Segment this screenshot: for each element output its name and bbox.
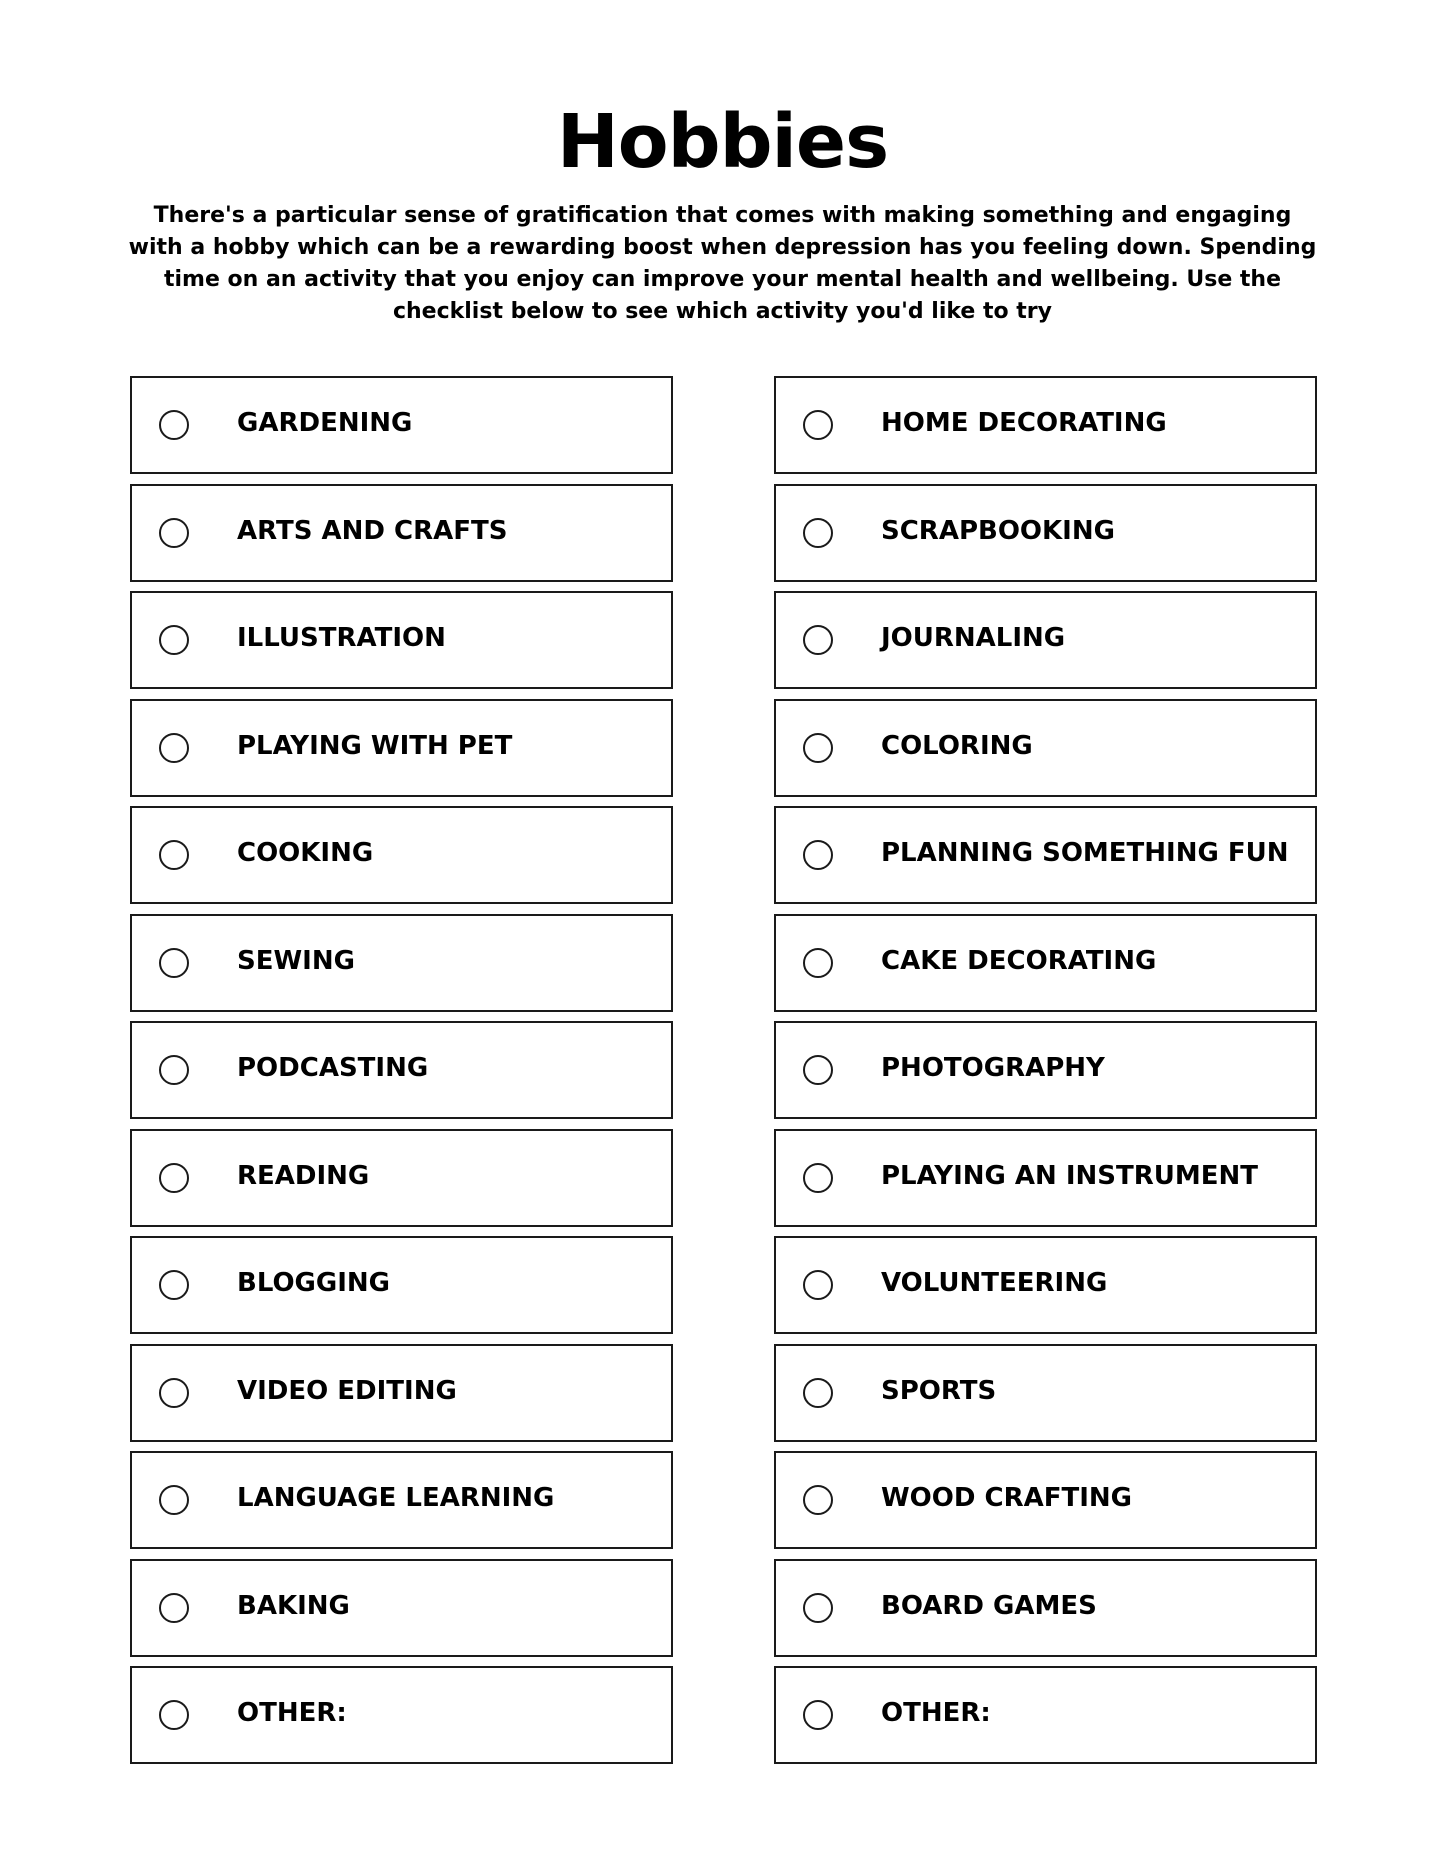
checklist-item-reading[interactable] (130, 1129, 673, 1227)
checklist-item-label: WOOD CRAFTING (881, 1483, 1133, 1513)
checklist-item-photography[interactable] (774, 1021, 1317, 1119)
radio-circle-icon[interactable] (803, 1055, 833, 1085)
checklist-item-other[interactable] (130, 1666, 673, 1764)
radio-circle-icon[interactable] (159, 1593, 189, 1623)
checklist-item-label: JOURNALING (881, 623, 1066, 653)
checklist-item-label: BLOGGING (237, 1268, 391, 1298)
radio-circle-icon[interactable] (803, 1700, 833, 1730)
radio-circle-icon[interactable] (803, 1270, 833, 1300)
checklist-item-label: ILLUSTRATION (237, 623, 446, 653)
radio-circle-icon[interactable] (803, 410, 833, 440)
checklist-item-label: READING (237, 1160, 370, 1191)
checklist-item-baking[interactable] (130, 1559, 673, 1657)
checklist-item-label: OTHER: (881, 1698, 991, 1728)
radio-circle-icon[interactable] (159, 1163, 189, 1193)
checklist-item-label: BOARD GAMES (881, 1590, 1097, 1621)
checklist-item-blogging[interactable] (130, 1236, 673, 1334)
checklist-item-label: VIDEO EDITING (237, 1375, 457, 1406)
checklist-item-illustration[interactable] (130, 591, 673, 689)
checklist-item-label: PLAYING WITH PET (237, 730, 513, 761)
radio-circle-icon[interactable] (803, 1163, 833, 1193)
page-title: Hobbies (556, 99, 889, 185)
checklist-item-planning-something-fun[interactable] (774, 806, 1317, 904)
checklist-item-label: SPORTS (881, 1375, 997, 1406)
checklist-item-label: COOKING (237, 838, 374, 868)
checklist-item-label: VOLUNTEERING (881, 1268, 1108, 1298)
checklist-item-label: COLORING (881, 730, 1033, 761)
checklist-item-board-games[interactable] (774, 1559, 1317, 1657)
intro-text: There's a particular sense of gratification that comes with making something and engaging with a hobby which can be a rewarding boost when depression has you feeling down. Spending time on an activity that you enjoy can improve your mental health and wellbeing. Use the checklist below to see which activity you'd like to try (128, 203, 1317, 324)
radio-circle-icon[interactable] (159, 733, 189, 763)
checklist-item-label: PHOTOGRAPHY (881, 1053, 1105, 1083)
radio-circle-icon[interactable] (159, 410, 189, 440)
checklist-item-other[interactable] (774, 1666, 1317, 1764)
radio-circle-icon[interactable] (159, 1055, 189, 1085)
radio-circle-icon[interactable] (803, 1593, 833, 1623)
checklist-item-label: BAKING (237, 1590, 350, 1621)
checklist-item-podcasting[interactable] (130, 1021, 673, 1119)
checklist-item-label: GARDENING (237, 408, 413, 438)
checklist-item-coloring[interactable] (774, 699, 1317, 797)
hobby-checklist-right (774, 376, 1317, 1774)
checklist-item-playing-with-pet[interactable] (130, 699, 673, 797)
radio-circle-icon[interactable] (803, 625, 833, 655)
checklist-item-label: PODCASTING (237, 1053, 429, 1083)
radio-circle-icon[interactable] (803, 1485, 833, 1515)
radio-circle-icon[interactable] (803, 733, 833, 763)
checklist-item-gardening[interactable] (130, 376, 673, 474)
checklist-item-label: CAKE DECORATING (881, 945, 1157, 976)
radio-circle-icon[interactable] (159, 1378, 189, 1408)
radio-circle-icon[interactable] (159, 1700, 189, 1730)
hobby-checklist-left (130, 376, 673, 1774)
checklist-item-home-decorating[interactable] (774, 376, 1317, 474)
checklist-item-label: PLANNING SOMETHING FUN (881, 838, 1289, 868)
checklist-item-volunteering[interactable] (774, 1236, 1317, 1334)
checklist-item-playing-an-instrument[interactable] (774, 1129, 1317, 1227)
checklist-item-label: SCRAPBOOKING (881, 515, 1115, 546)
checklist-item-journaling[interactable] (774, 591, 1317, 689)
radio-circle-icon[interactable] (803, 840, 833, 870)
radio-circle-icon[interactable] (159, 948, 189, 978)
checklist-item-language-learning[interactable] (130, 1451, 673, 1549)
checklist-item-video-editing[interactable] (130, 1344, 673, 1442)
checklist-item-arts-and-crafts[interactable] (130, 484, 673, 582)
radio-circle-icon[interactable] (159, 1270, 189, 1300)
checklist-item-label: LANGUAGE LEARNING (237, 1483, 555, 1513)
checklist-item-label: OTHER: (237, 1698, 347, 1728)
checklist-item-label: ARTS AND CRAFTS (237, 515, 508, 546)
checklist-item-label: HOME DECORATING (881, 408, 1167, 438)
checklist-item-wood-crafting[interactable] (774, 1451, 1317, 1549)
radio-circle-icon[interactable] (803, 518, 833, 548)
radio-circle-icon[interactable] (159, 518, 189, 548)
radio-circle-icon[interactable] (159, 625, 189, 655)
checklist-item-cooking[interactable] (130, 806, 673, 904)
radio-circle-icon[interactable] (803, 1378, 833, 1408)
checklist-item-scrapbooking[interactable] (774, 484, 1317, 582)
checklist-item-sports[interactable] (774, 1344, 1317, 1442)
checklist-item-label: SEWING (237, 945, 355, 976)
checklist-item-sewing[interactable] (130, 914, 673, 1012)
checklist-item-cake-decorating[interactable] (774, 914, 1317, 1012)
checklist-item-label: PLAYING AN INSTRUMENT (881, 1160, 1258, 1191)
radio-circle-icon[interactable] (159, 1485, 189, 1515)
radio-circle-icon[interactable] (159, 840, 189, 870)
radio-circle-icon[interactable] (803, 948, 833, 978)
